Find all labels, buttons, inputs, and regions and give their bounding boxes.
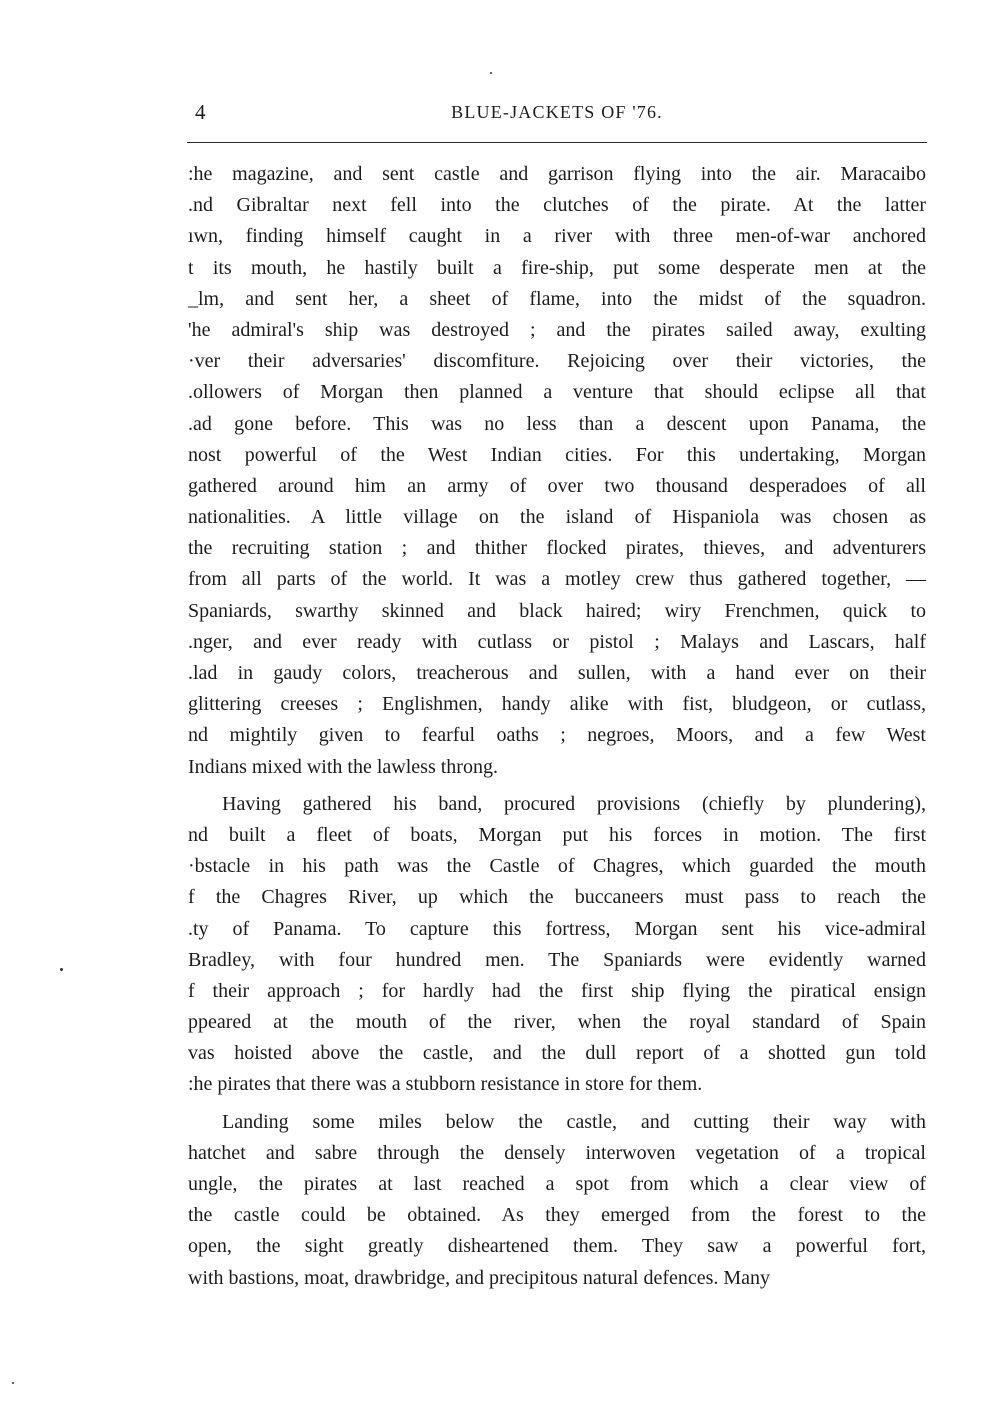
text-line: t its mouth, he hastily built a fire-ship, put some desperate men at the xyxy=(188,256,926,279)
text-line: .ollowers of Morgan then planned a venture that should eclipse all that xyxy=(188,381,926,404)
text-line: Spaniards, swarthy skinned and black haired; wiry Frenchmen, quick to xyxy=(188,599,926,622)
text-line: with bastions, moat, drawbridge, and precipitous natural defences. Many xyxy=(188,1266,771,1289)
text-line: 'he admiral's ship was destroyed ; and the pirates sailed away, exulting xyxy=(188,318,926,341)
text-line: .nd Gibraltar next fell into the clutches of the pirate. At the latter xyxy=(188,194,926,217)
text-line: ·ver their adversaries' discomfiture. Rejoicing over their victories, the xyxy=(188,350,926,373)
page-header xyxy=(187,100,927,130)
paragraph xyxy=(188,159,926,783)
text-line: ppeared at the mouth of the river, when the royal standard of Spain xyxy=(188,1011,926,1034)
text-line: nost powerful of the West Indian cities. For this undertaking, Morgan xyxy=(188,443,926,466)
text-line: ·bstacle in his path was the Castle of Chagres, which guarded the mouth xyxy=(188,855,926,878)
text-line: the castle could be obtained. As they emerged from the forest to the xyxy=(188,1204,926,1227)
body-text xyxy=(188,159,926,1300)
paragraph xyxy=(188,1107,926,1294)
text-line: nationalities. A little village on the island of Hispaniola was chosen as xyxy=(188,506,926,529)
text-line: vas hoisted above the castle, and the dull report of a shotted gun told xyxy=(188,1042,926,1065)
text-line: Landing some miles below the castle, and cutting their way with xyxy=(222,1110,926,1133)
running-title: BLUE-JACKETS OF '76. xyxy=(451,102,663,122)
text-line: _lm, and sent her, a sheet of flame, into the midst of the squadron. xyxy=(188,287,926,310)
text-line: Indians mixed with the lawless throng. xyxy=(188,755,498,778)
text-line: Having gathered his band, procured provisions (chiefly by plundering), xyxy=(222,792,926,815)
text-line: .ad gone before. This was no less than a descent upon Panama, the xyxy=(188,412,926,435)
header-rule xyxy=(187,142,927,143)
text-line: f their approach ; for hardly had the first ship flying the piratical ensign xyxy=(188,979,926,1002)
text-line: .lad in gaudy colors, treacherous and sullen, with a hand ever on their xyxy=(188,662,926,684)
text-line: .ty of Panama. To capture this fortress, Morgan sent his vice-admiral xyxy=(188,917,926,940)
text-line: Bradley, with four hundred men. The Spaniards were evidently warned xyxy=(188,948,926,971)
text-line: glittering creeses ; Englishmen, handy alike with fist, bludgeon, or cutlass, xyxy=(188,693,926,716)
ink-speck xyxy=(12,1382,14,1384)
text-line: nd built a fleet of boats, Morgan put his forces in motion. The first xyxy=(188,823,926,846)
text-line: :he pirates that there was a stubborn resistance in store for them. xyxy=(188,1073,703,1096)
text-line: the recruiting station ; and thither flocked pirates, thieves, and adventurers xyxy=(188,537,926,560)
text-line: open, the sight greatly disheartened them. They saw a powerful fort, xyxy=(188,1235,926,1258)
text-line: ungle, the pirates at last reached a spot from which a clear view of xyxy=(188,1173,926,1195)
ink-speck xyxy=(60,968,63,971)
text-line: ıwn, finding himself caught in a river with three men-of-war anchored xyxy=(188,225,926,248)
text-line: gathered around him an army of over two thousand desperadoes of all xyxy=(188,474,926,497)
paragraph xyxy=(188,789,926,1101)
text-line: nd mightily given to fearful oaths ; negroes, Moors, and a few West xyxy=(188,724,926,747)
page-number: 4 xyxy=(195,100,206,124)
text-line: hatchet and sabre through the densely interwoven vegetation of a tropical xyxy=(188,1141,926,1164)
text-line: from all parts of the world. It was a motley crew thus gathered together, — xyxy=(188,568,926,591)
text-line: .nger, and ever ready with cutlass or pistol ; Malays and Lascars, half xyxy=(188,630,926,653)
text-line: f the Chagres River, up which the buccaneers must pass to reach the xyxy=(188,886,926,909)
ink-speck xyxy=(490,72,492,74)
text-line: :he magazine, and sent castle and garrison flying into the air. Maracaibo xyxy=(188,163,926,185)
